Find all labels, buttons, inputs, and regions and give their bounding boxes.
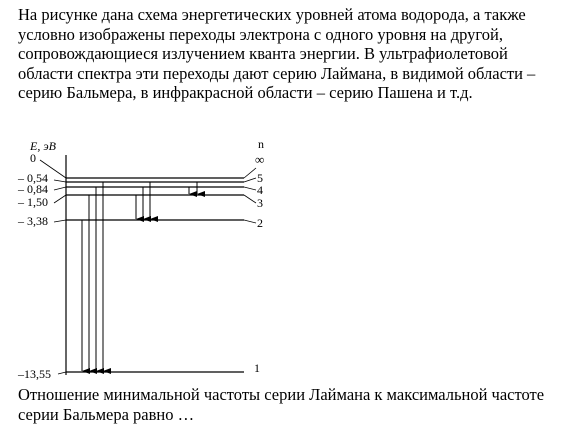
n-label-4: 4 [257,183,263,197]
n-label-5: 5 [257,171,263,185]
energy-leader-2 [54,220,66,222]
n-leader-3 [244,195,256,203]
n-leader-inf [244,168,256,178]
energy-label-1: –13,55 [18,367,51,381]
energy-leader-5 [54,180,66,182]
level-number-axis-label: n [258,137,264,151]
energy-label-0: 0 [30,151,36,165]
intro-paragraph: На рисунке дана схема энергетических уровней атома водорода, а также условно изображены переходы электрона с одного уровня на другой, сопровождающиеся излучением кванта энергии. В ультрафиолетовой области спектра эти переходы дают серию Лаймана, в видимой области – серию Бальмера, в инфракрасной области – серию Пашена и т.д. [18,5,536,103]
n-leader-2 [244,220,256,223]
n-label-3: 3 [257,196,263,210]
n-label-2: 2 [257,216,263,230]
energy-leader-4 [54,187,66,190]
n-label-1: 1 [254,361,260,375]
energy-label-2: – 3,38 [18,214,48,228]
question-paragraph: Отношение минимальной частоты серии Лаймана к максимальной частоте серии Бальмера равно … [18,385,545,424]
energy-axis-label: E, эВ [30,139,56,153]
energy-label-3: – 1,50 [18,195,48,209]
energy-label-4: – 0,84 [18,182,48,196]
n-label-inf: ∞ [255,152,265,167]
energy-leader-3 [54,195,66,203]
n-leader-5 [244,178,256,182]
n-leader-4 [244,187,256,190]
energy-label-5: – 0,54 [18,171,48,185]
energy-leader-1 [58,372,66,374]
